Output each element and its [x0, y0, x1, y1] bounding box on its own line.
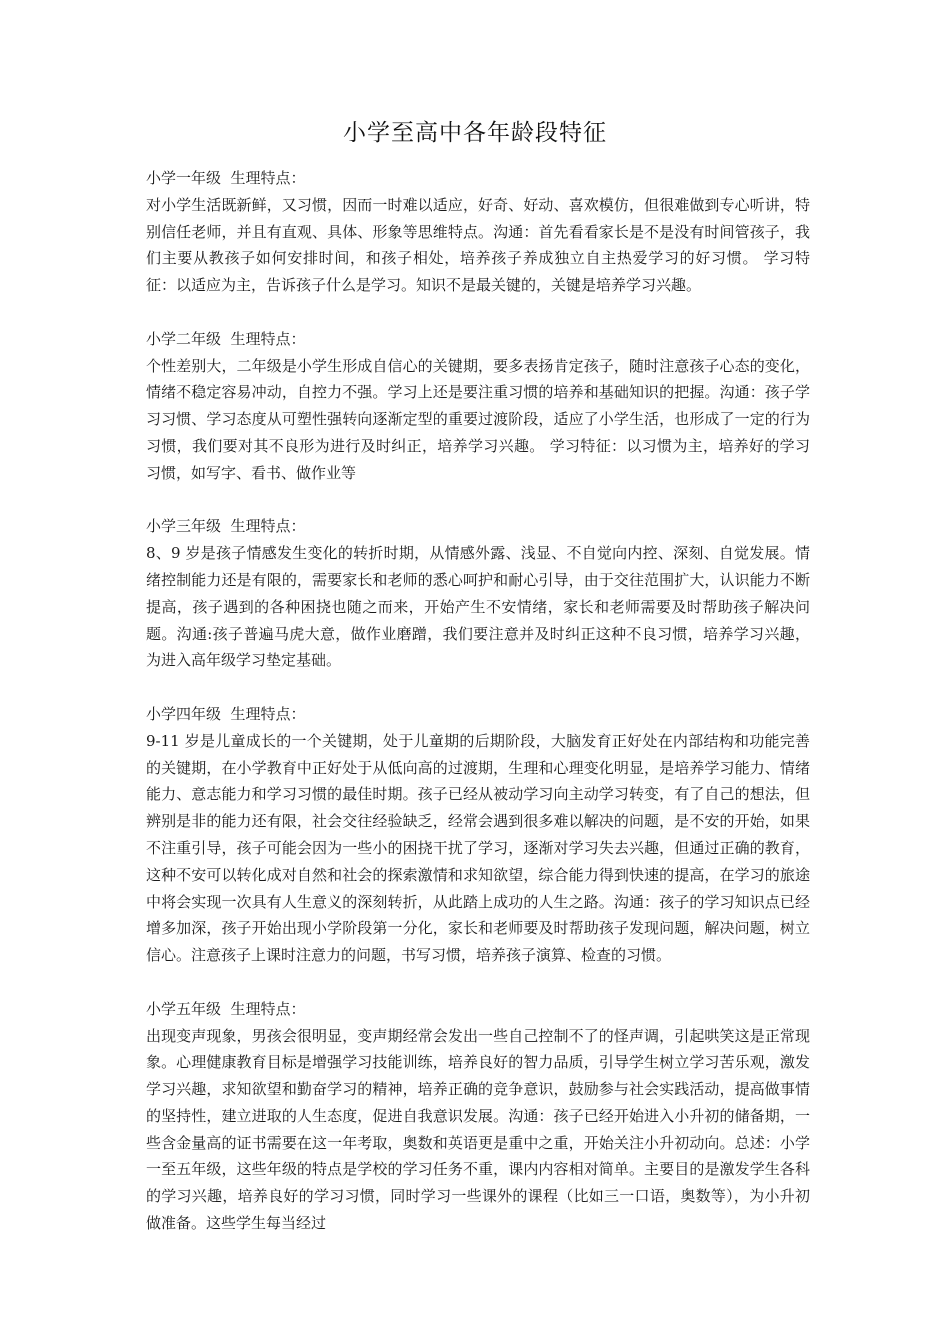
section-heading: 小学二年级 生理特点： — [146, 329, 306, 348]
section-body: 对小学生活既新鲜，又习惯，因而一时难以适应，好奇、好动、喜欢模仿，但很难做到专心听讲，特别信任老师，并且有直观、具体、形象等思维特点。沟通：首先看看家长是不是没有时间管孩子，我们主要从教孩子如何安排时间，和孩子相处，培养孩子养成独立自主热爱学习的好习惯。 学习特征：以适应为主，告诉孩子什么是学习。知识不是最关键的，关键是培养学习兴趣。 — [146, 195, 810, 295]
section-grade-3 — [146, 513, 810, 674]
section-heading: 小学三年级 生理特点： — [146, 517, 306, 536]
section-grade-5 — [146, 996, 810, 1237]
document-content — [146, 165, 810, 1264]
section-heading: 小学四年级 生理特点： — [146, 704, 306, 723]
section-grade-1 — [146, 165, 810, 299]
section-heading: 小学五年级 生理特点： — [146, 999, 306, 1018]
section-grade-2 — [146, 326, 810, 487]
document-title: 小学至高中各年龄段特征 — [343, 120, 607, 146]
section-grade-4 — [146, 701, 810, 969]
section-body: 个性差别大，二年级是小学生形成自信心的关键期，要多表扬肯定孩子，随时注意孩子心态的变化，情绪不稳定容易冲动，自控力不强。学习上还是要注重习惯的培养和基础知识的把握。沟通：孩子学习习惯、学习态度从可塑性强转向逐渐定型的重要过渡阶段，适应了小学生活，也形成了一定的行为习惯，我们要对其不良形为进行及时纠正，培养学习兴趣。 学习特征：以习惯为主，培养好的学习习惯，如写字、看书、做作业等 — [146, 356, 810, 482]
section-body: 8、9 岁是孩子情感发生变化的转折时期，从情感外露、浅显、不自觉向内控、深刻、自觉发展。情绪控制能力还是有限的，需要家长和老师的悉心呵护和耐心引导，由于交往范围扩大，认识能力不断提高，孩子遇到的各种困挠也随之而来，开始产生不安情绪，家长和老师需要及时帮助孩子解决问题。沟通:孩子普遍马虎大意，做作业磨蹭，我们要注意并及时纠正这种不良习惯，培养学习兴趣，为进入高年级学习垫定基础。 — [146, 544, 810, 670]
section-body: 9-11 岁是儿童成长的一个关键期，处于儿童期的后期阶段，大脑发育正好处在内部结构和功能完善的关键期，在小学教育中正好处于从低向高的过渡期，生理和心理变化明显，是培养学习能力、情绪能力、意志能力和学习习惯的最佳时期。孩子已经从被动学习向主动学习转变，有了自己的想法，但辨别是非的能力还有限，社会交往经验缺乏，经常会遇到很多难以解决的问题，是不安的开始，如果不注重引导，孩子可能会因为一些小的困挠干扰了学习，逐渐对学习失去兴趣，但通过正确的教育，这种不安可以转化成对自然和社会的探索激情和求知欲望，综合能力得到快速的提高，在学习的旅途中将会实现一次具有人生意义的深刻转折，从此踏上成功的人生之路。沟通：孩子的学习知识点已经增多加深，孩子开始出现小学阶段第一分化，家长和老师要及时帮助孩子发现问题，解决问题，树立信心。注意孩子上课时注意力的问题，书写习惯，培养孩子演算、检查的习惯。 — [146, 731, 810, 965]
section-body: 出现变声现象，男孩会很明显，变声期经常会发出一些自己控制不了的怪声调，引起哄笑这是正常现象。心理健康教育目标是增强学习技能训练，培养良好的智力品质，引导学生树立学习苦乐观，激发学习兴趣，求知欲望和勤奋学习的精神，培养正确的竞争意识，鼓励参与社会实践活动，提高做事情的坚持性，建立进取的人生态度，促进自我意识发展。沟通：孩子已经开始进入小升初的储备期，一些含金量高的证书需要在这一年考取，奥数和英语更是重中之重，开始关注小升初动向。总述：小学一至五年级，这些年级的特点是学校的学习任务不重，课内内容相对简单。主要目的是激发学生各科的学习兴趣，培养良好的学习习惯，同时学习一些课外的课程（比如三一口语，奥数等），为小升初做准备。这些学生每当经过 — [146, 1026, 810, 1233]
section-heading: 小学一年级 生理特点： — [146, 169, 306, 187]
